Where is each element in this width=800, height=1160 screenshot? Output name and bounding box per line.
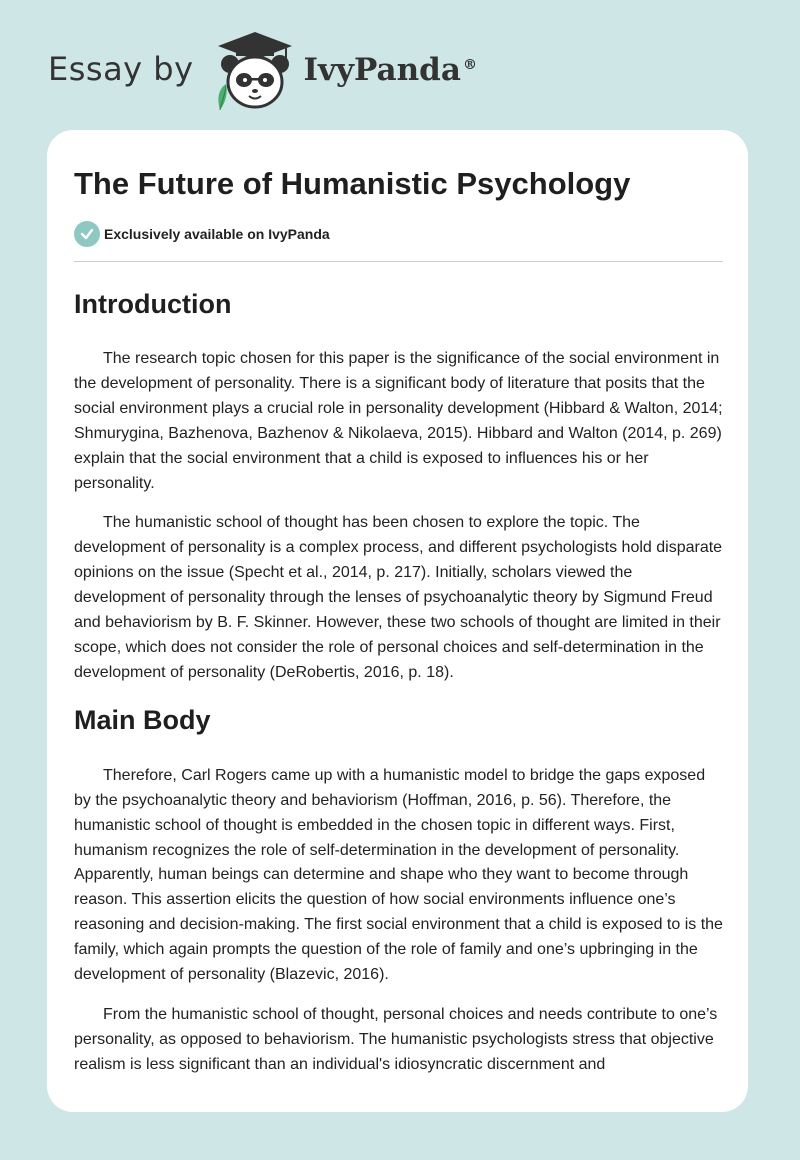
section-heading-main-body: Main Body — [74, 704, 211, 735]
article-card — [47, 130, 748, 1112]
exclusive-badge — [74, 221, 723, 247]
badge-text: Exclusively available on IvyPanda — [104, 226, 330, 242]
section-heading-introduction: Introduction — [74, 289, 232, 319]
paragraph: Therefore, Carl Rogers came up with a humanistic model to bridge the gaps exposed by the psychoanalytic theory and behaviorism (Hoffman, 2016, p. 56). Therefore, the humanistic school of thought is embedded in the chosen topic in different ways. First, humanism recognizes the role of self-determination in the development of personality. Apparently, human beings can determine and shape who they want to become through reason. This assertion elicits the question of how social environments influence one’s reasoning and decision-making. The first social environment that a child is exposed to is the family, which again prompts the question of the role of family and one’s upbringing in the development of personality (Blazevic, 2016). — [74, 766, 723, 984]
panda-logo-icon[interactable] — [212, 30, 298, 116]
brand-name[interactable]: IvyPanda ® — [303, 52, 477, 88]
paragraph: From the humanistic school of thought, personal choices and needs contribute to one’s personality, as opposed to behaviorism. The humanistic psychologists stress that objective realism is less significant than an individual's idiosyncratic discernment and — [74, 1005, 718, 1073]
paragraph: The humanistic school of thought has been chosen to explore the topic. The development of personality is a complex process, and different psychologists hold disparate opinions on the issue (Specht et al., 2014, p. 217). Initially, scholars viewed the development of personality through the lenses of psychoanalytic theory by Sigmund Freud and behaviorism by B. F. Skinner. However, these two schools of thought are limited in their scope, which does not consider the role of personal choices and self-determination in the development of personality (DeRobertis, 2016, p. 18). — [74, 514, 723, 681]
brand-prefix: Essay by — [48, 50, 194, 88]
registered-mark: ® — [462, 56, 477, 73]
divider — [74, 261, 723, 262]
paragraph: The research topic chosen for this paper is the significance of the social environment in the development of personality. There is a significant body of literature that posits that the social environment plays a crucial role in personality development (Hibbard & Walton, 2014; Shmurygina, Bazhenova, Bazhenov & Nikolaeva, 2015). Hibbard and Walton (2014, p. 269) explain that the social environment that a child is exposed to influences his or her personality. — [74, 350, 723, 492]
check-icon — [74, 221, 100, 247]
brand-header — [48, 28, 477, 118]
article-title: The Future of Humanistic Psychology — [74, 166, 631, 201]
